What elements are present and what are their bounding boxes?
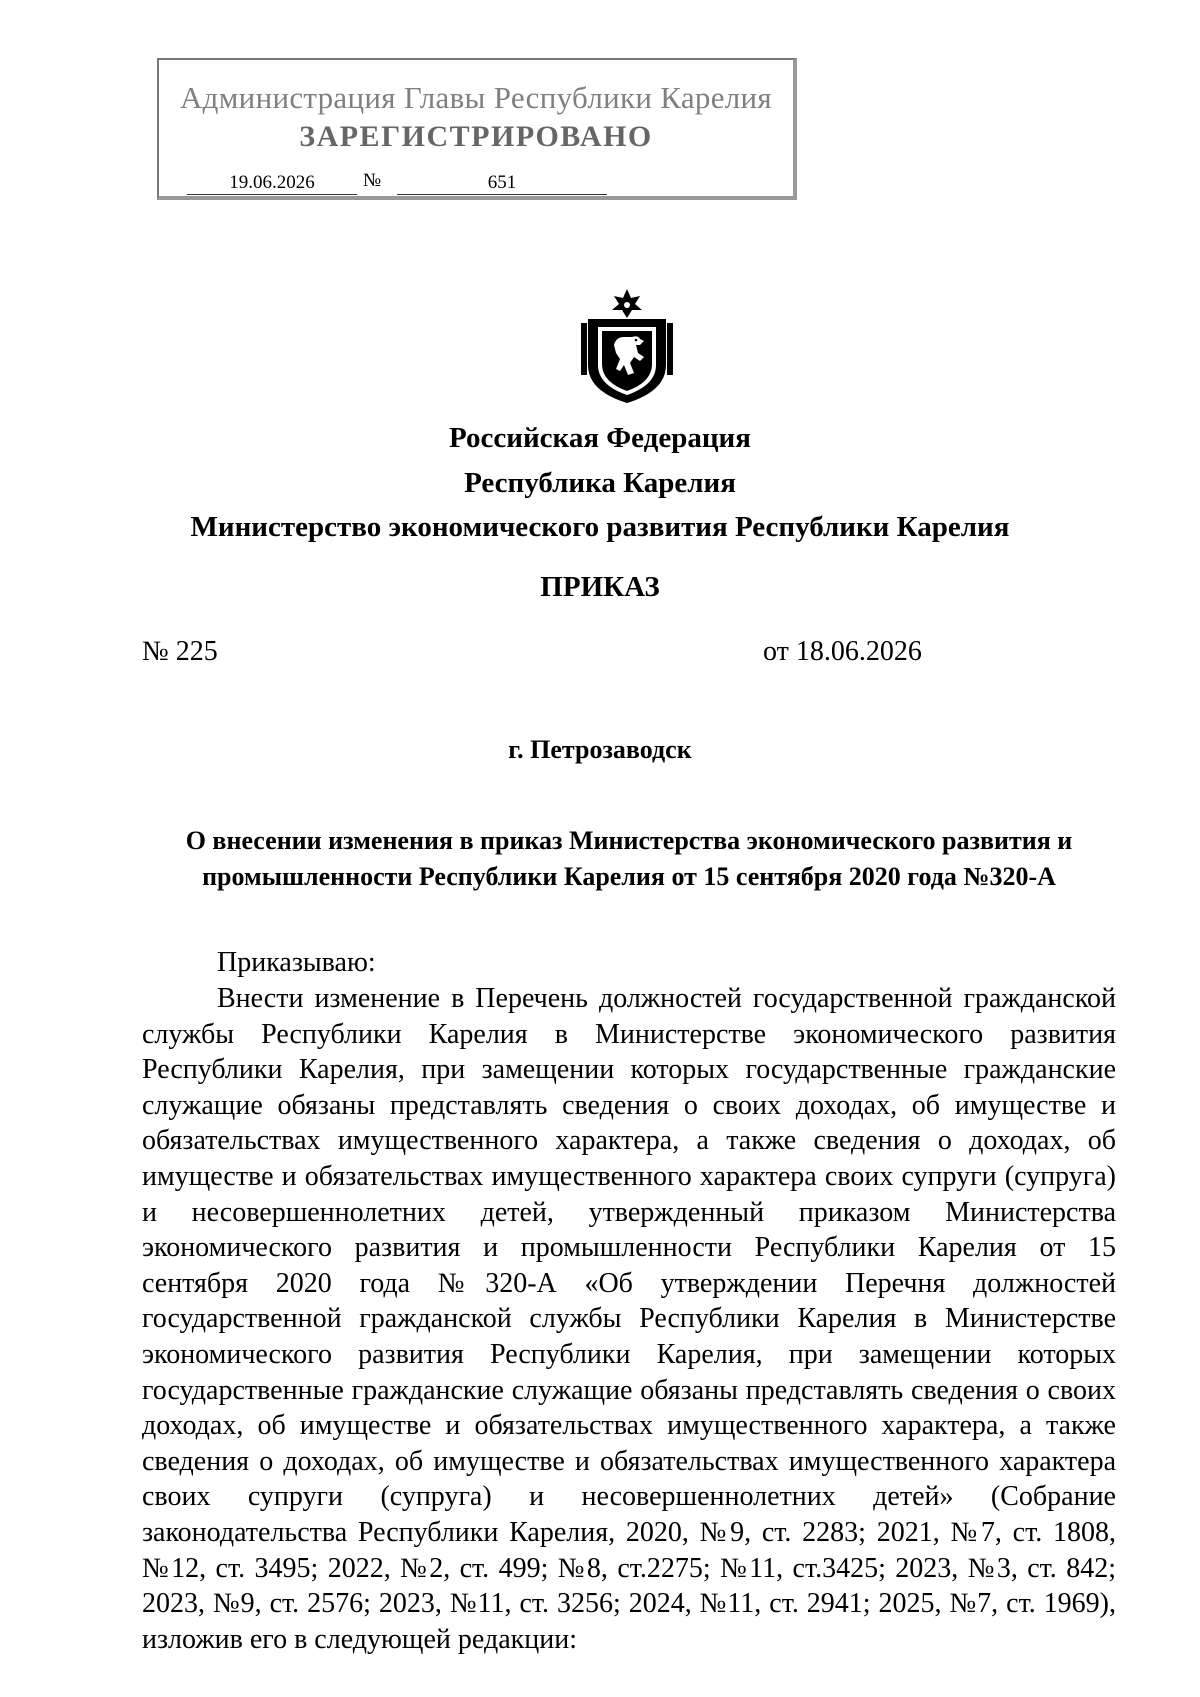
stamp-date: 19.06.2026	[187, 172, 357, 195]
stamp-authority: Администрация Главы Республики Карелия	[180, 80, 772, 115]
karelia-coat-of-arms-icon	[580, 287, 674, 405]
header-ministry: Министерство экономического развития Республики Карелия	[190, 511, 1010, 543]
order-date: от 18.06.2026	[763, 636, 922, 667]
stamp-status: ЗАРЕГИСТРИРОВАНО	[299, 120, 653, 153]
order-number: № 225	[142, 636, 218, 667]
header-country: Российская Федерация	[449, 422, 751, 454]
order-subject: О внесении изменения в приказ Министерства экономического развития и промышленности Республики Карелия от 15 сентября 2020 года №320-А	[185, 826, 1073, 891]
document-type: ПРИКАЗ	[540, 571, 660, 603]
stamp-number: 651	[397, 172, 607, 195]
registration-stamp	[157, 58, 797, 200]
order-city: г. Петрозаводск	[508, 735, 692, 764]
body-paragraph: Внести изменение в Перечень должностей государственной гражданской службы Республики Карелия в Министерстве экономического развития Республики Карелия, при замещении которых государственные гражданские служащие обязаны представлять сведения о своих доходах, об имуществе и обязательствах имущественного характера, а также сведения о доходах, об имуществе и обязательствах имущественного характера своих супруги (супруга) и несовершеннолетних детей, утвержденный приказом Министерства экономического развития и промышленности Республики Карелия от 15 сентября 2020 года №320-А «Об утверждении Перечня должностей государственной гражданской службы Республики Карелия в Министерстве экономического развития Республики Карелия, при замещении которых государственные гражданские служащие обязаны представлять сведения о своих доходах, об имуществе и обязательствах имущественного характера, а также сведения о доходах, об имуществе и обязательствах имущественного характера своих супруги (супруга) и несовершеннолетних детей» (Собрание законодательства Республики Карелия, 2020, №9, ст. 2283; 2021, №7, ст. 1808, №12, ст. 3495; 2022, №2, ст. 499; №8, ст.2275; №11, ст.3425; 2023, №3, ст. 842; 2023, №9, ст. 2576; 2023, №11, ст. 3256; 2024, №11, ст. 2941; 2025, №7, ст. 1969), изложив его в следующей редакции:	[142, 983, 1116, 1655]
stamp-number-label: №	[363, 170, 382, 191]
body-lead: Приказываю:	[217, 947, 376, 978]
header-region: Республика Карелия	[464, 467, 736, 499]
